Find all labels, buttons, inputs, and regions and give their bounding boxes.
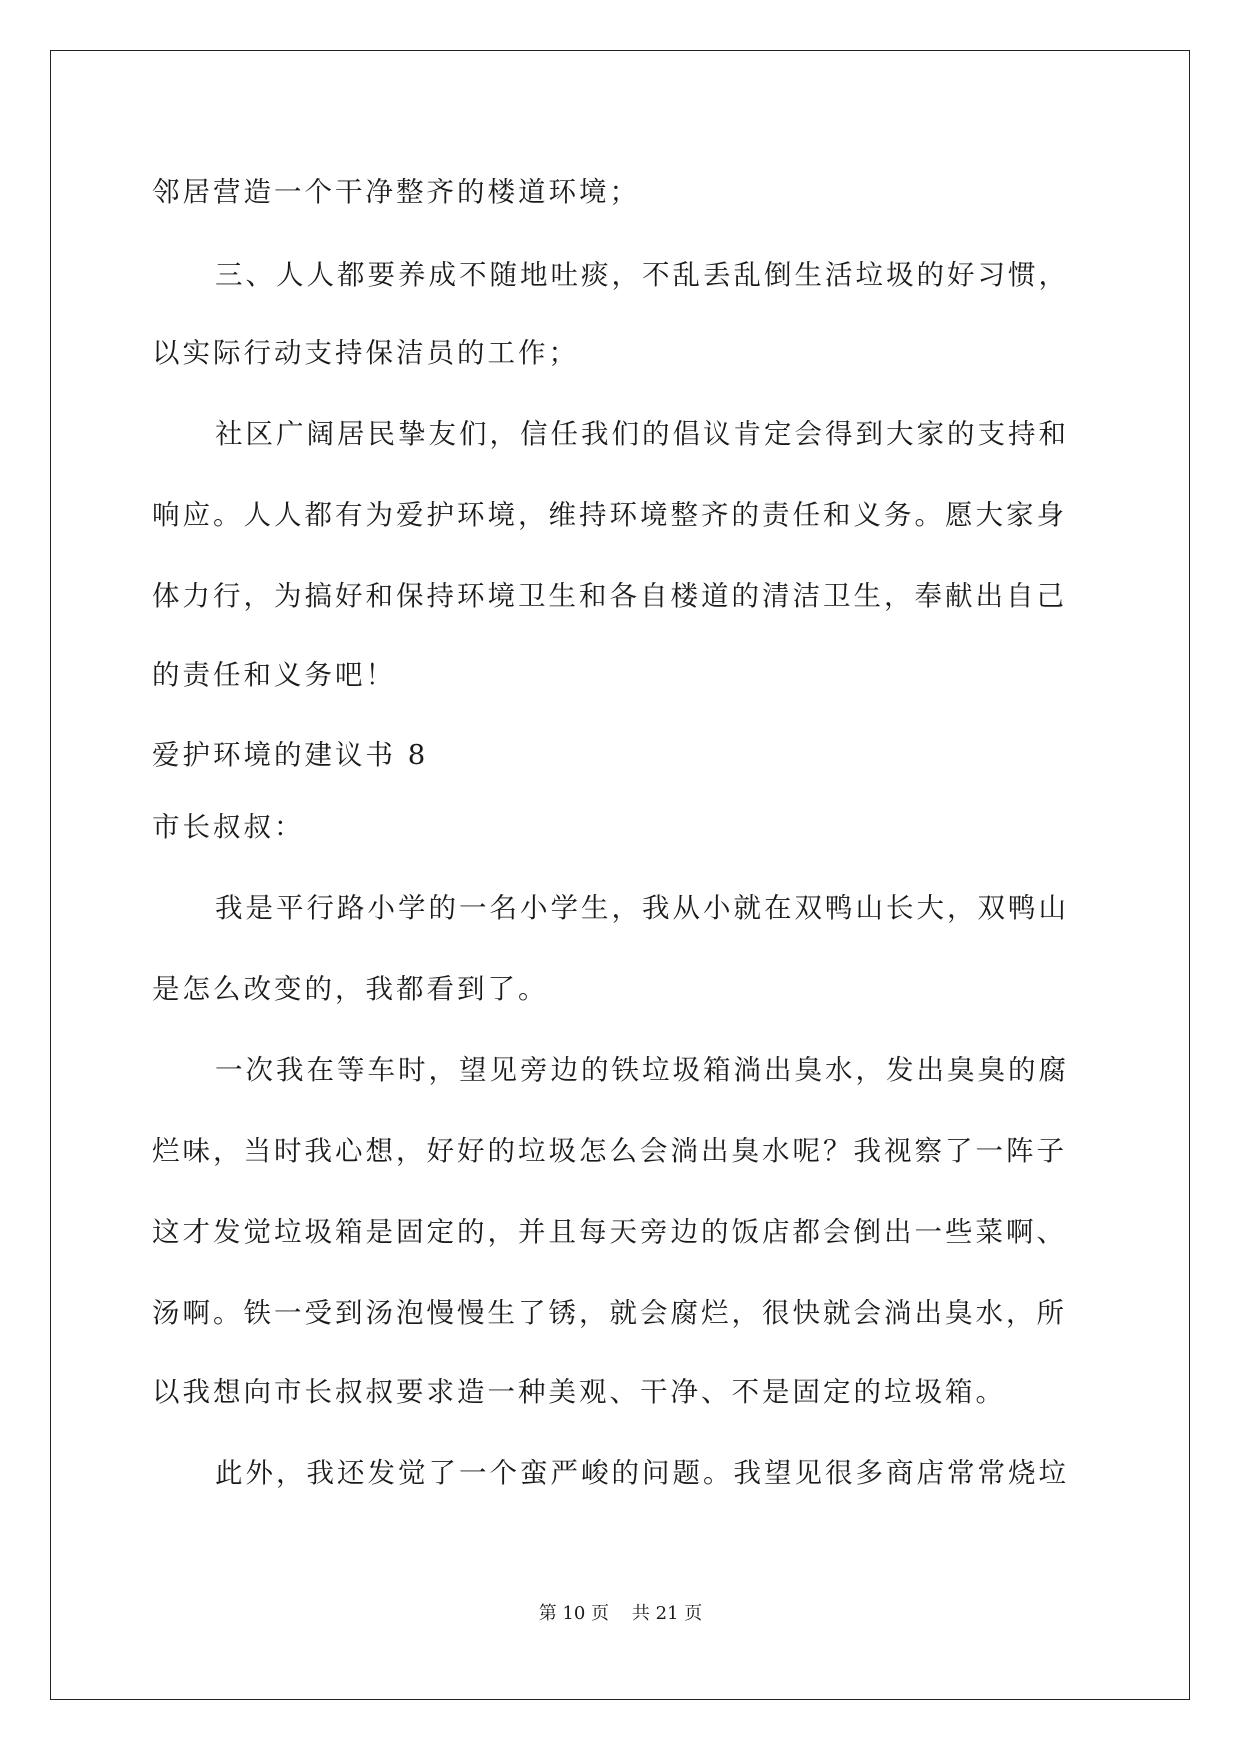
text-line: 以实际行动支持保洁员的工作； <box>152 337 579 369</box>
text-line: 社区广阔居民挚友们，信任我们的倡议肯定会得到大家的支持和 <box>215 418 1069 450</box>
text-line: 汤啊。铁一受到汤泡慢慢生了锈，就会腐烂，很快就会淌出臭水，所 <box>152 1297 1067 1329</box>
text-line: 是怎么改变的，我都看到了。 <box>152 973 549 1005</box>
page-number: 第 10 页 共 21 页 <box>538 1603 703 1624</box>
text-line: 一次我在等车时，望见旁边的铁垃圾箱淌出臭水，发出臭臭的腐 <box>215 1054 1069 1086</box>
text-line: 的责任和义务吧！ <box>152 659 396 691</box>
text-line: 此外，我还发觉了一个蛮严峻的问题。我望见很多商店常常烧垃 <box>215 1457 1069 1489</box>
text-line: 我是平行路小学的一名小学生，我从小就在双鸭山长大，双鸭山 <box>215 892 1069 924</box>
page-footer <box>0 1602 1241 1626</box>
text-line: 这才发觉垃圾箱是固定的，并且每天旁边的饭店都会倒出一些菜啊、 <box>152 1216 1067 1248</box>
text-line: 响应。人人都有为爱护环境，维持环境整齐的责任和义务。愿大家身 <box>152 499 1067 531</box>
text-line: 三、人人都要养成不随地吐痰，不乱丢乱倒生活垃圾的好习惯， <box>215 259 1069 291</box>
text-line: 以我想向市长叔叔要求造一种美观、干净、不是固定的垃圾箱。 <box>152 1376 1006 1408</box>
section-heading: 爱护环境的建议书 8 <box>152 739 429 771</box>
text-line: 邻居营造一个干净整齐的楼道环境； <box>152 176 640 208</box>
text-line: 烂味，当时我心想，好好的垃圾怎么会淌出臭水呢？我视察了一阵子 <box>152 1135 1067 1167</box>
salutation: 市长叔叔： <box>152 811 305 843</box>
text-line: 体力行，为搞好和保持环境卫生和各自楼道的清洁卫生，奉献出自己 <box>152 580 1067 612</box>
